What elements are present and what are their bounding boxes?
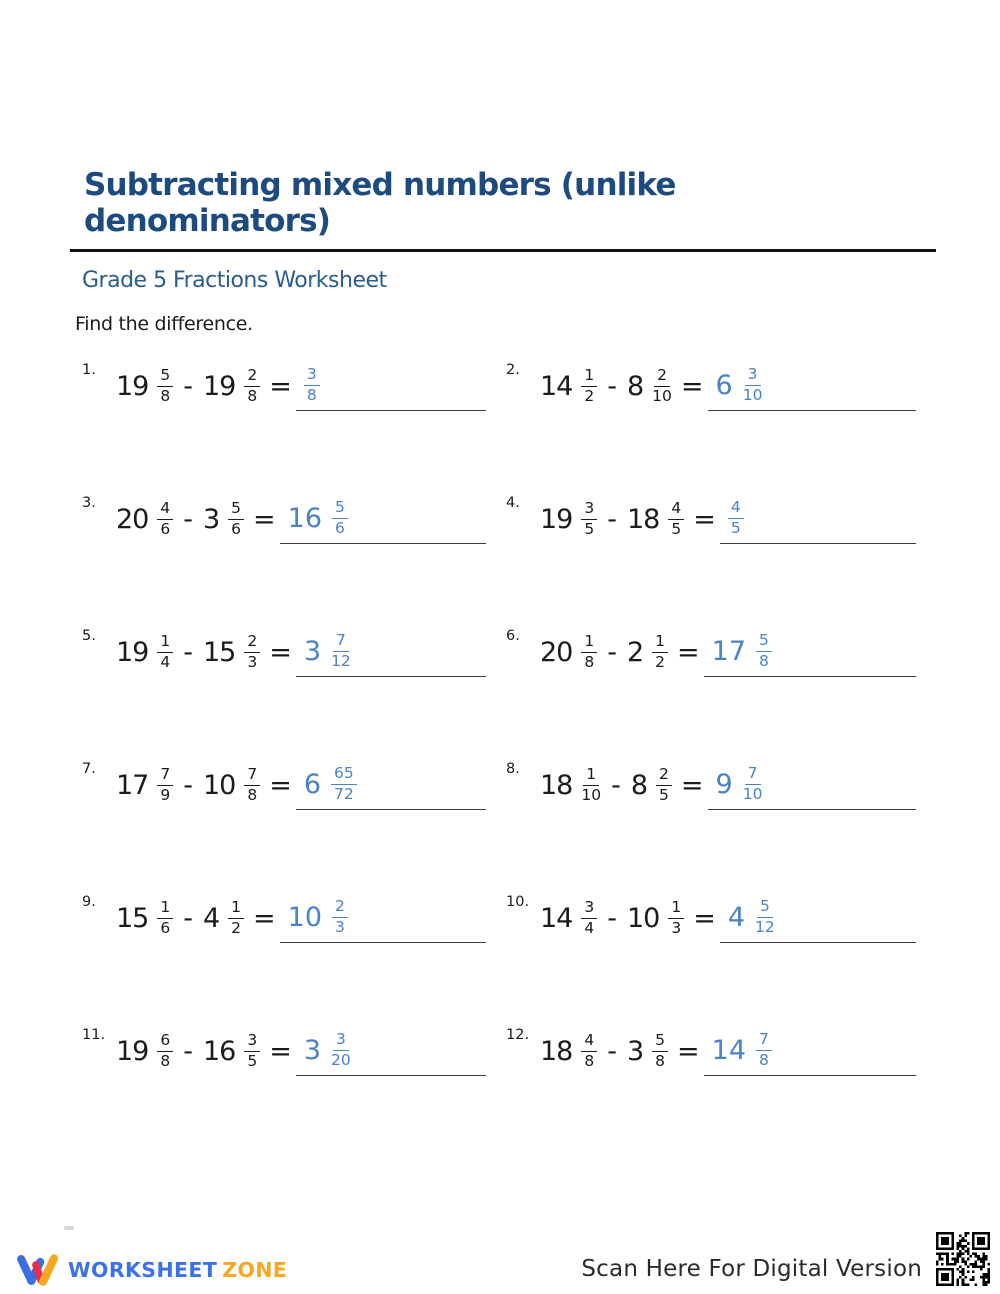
problem-expression bbox=[116, 899, 276, 938]
minuend-whole: 19 bbox=[116, 370, 149, 402]
problem-expression bbox=[116, 633, 292, 672]
problem-expression bbox=[540, 1032, 700, 1071]
answer-whole: 16 bbox=[287, 503, 323, 535]
answer-fraction: $\frac{65}{72}$ bbox=[331, 765, 357, 804]
minus-sign: - bbox=[183, 1035, 193, 1067]
subtrahend-fraction: $\frac{1}{2}$ bbox=[228, 899, 244, 938]
answer-fraction: $\frac{3}{20}$ bbox=[331, 1030, 351, 1070]
minus-sign: - bbox=[183, 370, 193, 402]
answer-blank bbox=[704, 1026, 916, 1076]
equals-sign: = bbox=[680, 370, 704, 402]
problem-row bbox=[506, 617, 936, 687]
worksheet-zone-logo bbox=[16, 1250, 287, 1290]
qr-code-icon bbox=[932, 1228, 994, 1290]
scan-here-text: Scan Here For Digital Version bbox=[581, 1256, 922, 1282]
answer-whole: 6 bbox=[715, 370, 733, 402]
problem-number: 7. bbox=[82, 761, 96, 778]
minus-sign: - bbox=[607, 902, 617, 934]
answer-fraction: $\frac{3}{8}$ bbox=[304, 366, 320, 405]
problem-row bbox=[70, 351, 506, 421]
minuend-whole: 14 bbox=[540, 370, 573, 402]
problem-expression bbox=[116, 1032, 292, 1071]
answer-fraction: $\frac{7}{12}$ bbox=[331, 631, 351, 671]
equals-sign: = bbox=[693, 503, 716, 535]
subtrahend-fraction: $\frac{1}{2}$ bbox=[652, 633, 668, 672]
equals-sign: = bbox=[677, 636, 700, 668]
answer-fraction: $\frac{5}{6}$ bbox=[332, 499, 348, 538]
title-divider bbox=[70, 249, 936, 252]
subtrahend-whole: 15 bbox=[202, 636, 236, 668]
minus-sign: - bbox=[611, 769, 621, 801]
problem-number: 12. bbox=[506, 1027, 530, 1044]
worksheet-content bbox=[70, 168, 936, 1086]
answer-blank bbox=[296, 361, 486, 411]
minuend-fraction: $\frac{4}{8}$ bbox=[581, 1032, 597, 1071]
answer-fraction: $\frac{7}{8}$ bbox=[756, 1031, 772, 1070]
minus-sign: - bbox=[607, 370, 617, 402]
answer-whole: 10 bbox=[287, 902, 323, 934]
problem-number: 4. bbox=[506, 495, 520, 512]
subtrahend-fraction: $\frac{5}{6}$ bbox=[228, 500, 244, 539]
minus-sign: - bbox=[183, 902, 193, 934]
minuend-fraction: $\frac{7}{9}$ bbox=[157, 766, 173, 805]
minuend-whole: 14 bbox=[540, 902, 573, 934]
problem-number: 10. bbox=[506, 894, 530, 911]
subtrahend-fraction: $\frac{2}{3}$ bbox=[244, 633, 260, 672]
answer-blank bbox=[296, 627, 486, 677]
answer-fraction: $\frac{5}{12}$ bbox=[755, 897, 775, 937]
subtrahend-whole: 4 bbox=[202, 902, 220, 934]
minuend-fraction: $\frac{4}{6}$ bbox=[157, 500, 173, 539]
minuend-fraction: $\frac{3}{5}$ bbox=[581, 500, 597, 539]
equals-sign: = bbox=[693, 902, 716, 934]
minus-sign: - bbox=[183, 636, 193, 668]
minuend-whole: 20 bbox=[540, 636, 573, 668]
answer-whole: 3 bbox=[303, 636, 322, 668]
problem-row bbox=[70, 484, 506, 554]
minuend-fraction: $\frac{6}{8}$ bbox=[157, 1032, 173, 1071]
logo-text bbox=[68, 1258, 287, 1282]
answer-whole: 14 bbox=[711, 1035, 747, 1067]
subtrahend-fraction: $\frac{3}{5}$ bbox=[244, 1032, 260, 1071]
subtrahend-whole: 10 bbox=[626, 902, 660, 934]
logo-word-zone: ZONE bbox=[222, 1258, 288, 1282]
minuend-whole: 20 bbox=[116, 503, 149, 535]
problem-number: 3. bbox=[82, 495, 96, 512]
answer-blank bbox=[296, 760, 486, 810]
logo-word-worksheet: WORKSHEET bbox=[68, 1258, 218, 1282]
equals-sign: = bbox=[253, 902, 276, 934]
minuend-whole: 19 bbox=[116, 1035, 149, 1067]
minus-sign: - bbox=[607, 1035, 617, 1067]
minuend-whole: 18 bbox=[540, 1035, 573, 1067]
answer-whole: 6 bbox=[303, 769, 322, 801]
equals-sign: = bbox=[269, 370, 292, 402]
subtrahend-fraction: $\frac{5}{8}$ bbox=[652, 1032, 668, 1071]
answer-blank bbox=[708, 760, 916, 810]
answer-whole: 3 bbox=[303, 1035, 322, 1067]
problem-row bbox=[506, 750, 936, 820]
answer-fraction: $\frac{5}{8}$ bbox=[756, 632, 772, 671]
problem-expression bbox=[540, 766, 704, 805]
equals-sign: = bbox=[253, 503, 276, 535]
subtrahend-whole: 8 bbox=[630, 769, 648, 801]
problems-grid bbox=[70, 351, 936, 1086]
w-logo-icon bbox=[16, 1250, 60, 1290]
answer-whole: 4 bbox=[727, 902, 746, 934]
answer-blank bbox=[704, 627, 916, 677]
answer-blank bbox=[280, 893, 486, 943]
subtrahend-whole: 18 bbox=[626, 503, 660, 535]
problem-expression bbox=[540, 367, 704, 406]
equals-sign: = bbox=[269, 1035, 292, 1067]
problem-number: 2. bbox=[506, 362, 520, 379]
subtrahend-whole: 16 bbox=[202, 1035, 236, 1067]
problem-expression bbox=[116, 367, 292, 406]
worksheet-subtitle: Grade 5 Fractions Worksheet bbox=[82, 268, 387, 294]
subtrahend-whole: 10 bbox=[202, 769, 236, 801]
problem-row bbox=[70, 883, 506, 953]
problem-expression bbox=[540, 899, 716, 938]
problem-row bbox=[506, 883, 936, 953]
problem-expression bbox=[116, 500, 276, 539]
answer-fraction: $\frac{4}{5}$ bbox=[728, 499, 744, 538]
problem-number: 11. bbox=[82, 1027, 106, 1044]
answer-whole: 17 bbox=[711, 636, 747, 668]
equals-sign: = bbox=[269, 769, 292, 801]
answer-fraction: $\frac{2}{3}$ bbox=[332, 898, 348, 937]
problem-number: 1. bbox=[82, 362, 96, 379]
equals-sign: = bbox=[269, 636, 292, 668]
problem-row bbox=[506, 351, 936, 421]
subtrahend-whole: 3 bbox=[626, 1035, 644, 1067]
minus-sign: - bbox=[183, 503, 193, 535]
equals-sign: = bbox=[677, 1035, 700, 1067]
answer-fraction: $\frac{3}{10}$ bbox=[742, 365, 763, 405]
problem-number: 9. bbox=[82, 894, 96, 911]
minuend-fraction: $\frac{5}{8}$ bbox=[157, 367, 173, 406]
answer-blank bbox=[720, 893, 916, 943]
problem-number: 6. bbox=[506, 628, 520, 645]
subtrahend-whole: 3 bbox=[202, 503, 220, 535]
minus-sign: - bbox=[183, 769, 193, 801]
problem-expression bbox=[540, 500, 716, 539]
answer-whole: 9 bbox=[715, 769, 733, 801]
answer-fraction: $\frac{7}{10}$ bbox=[742, 764, 763, 804]
subtrahend-fraction: $\frac{7}{8}$ bbox=[244, 766, 260, 805]
subtrahend-fraction: $\frac{4}{5}$ bbox=[668, 500, 684, 539]
problem-number: 5. bbox=[82, 628, 96, 645]
subtrahend-whole: 2 bbox=[626, 636, 644, 668]
answer-blank bbox=[280, 494, 486, 544]
problem-row bbox=[70, 1016, 506, 1086]
subtrahend-whole: 19 bbox=[202, 370, 236, 402]
problem-row bbox=[70, 750, 506, 820]
minuend-fraction: $\frac{1}{2}$ bbox=[581, 367, 597, 406]
minuend-fraction: $\frac{1}{4}$ bbox=[157, 633, 173, 672]
equals-sign: = bbox=[680, 769, 704, 801]
page-title: Subtracting mixed numbers (unlike denominators) bbox=[84, 167, 676, 239]
answer-blank bbox=[708, 361, 916, 411]
minuend-fraction: $\frac{1}{6}$ bbox=[157, 899, 173, 938]
problem-number: 8. bbox=[506, 761, 520, 778]
problem-row bbox=[70, 617, 506, 687]
minuend-whole: 18 bbox=[540, 769, 573, 801]
problem-row bbox=[506, 1016, 936, 1086]
subtrahend-whole: 8 bbox=[626, 370, 644, 402]
minuend-whole: 15 bbox=[116, 902, 149, 934]
minuend-whole: 17 bbox=[116, 769, 149, 801]
subtrahend-fraction: $\frac{2}{8}$ bbox=[244, 367, 260, 406]
subtrahend-fraction: $\frac{2}{5}$ bbox=[656, 766, 672, 805]
minus-sign: - bbox=[607, 503, 617, 535]
minuend-fraction: $\frac{1}{10}$ bbox=[581, 764, 602, 804]
problem-row bbox=[506, 484, 936, 554]
minus-sign: - bbox=[607, 636, 617, 668]
problem-expression bbox=[116, 766, 292, 805]
minuend-whole: 19 bbox=[540, 503, 573, 535]
stray-scan-mark bbox=[64, 1226, 74, 1230]
instruction-text: Find the difference. bbox=[75, 313, 253, 336]
answer-blank bbox=[720, 494, 916, 544]
minuend-whole: 19 bbox=[116, 636, 149, 668]
minuend-fraction: $\frac{3}{4}$ bbox=[581, 899, 597, 938]
minuend-fraction: $\frac{1}{8}$ bbox=[581, 633, 597, 672]
answer-blank bbox=[296, 1026, 486, 1076]
problem-expression bbox=[540, 633, 700, 672]
subtrahend-fraction: $\frac{2}{10}$ bbox=[652, 365, 672, 405]
subtrahend-fraction: $\frac{1}{3}$ bbox=[668, 899, 684, 938]
